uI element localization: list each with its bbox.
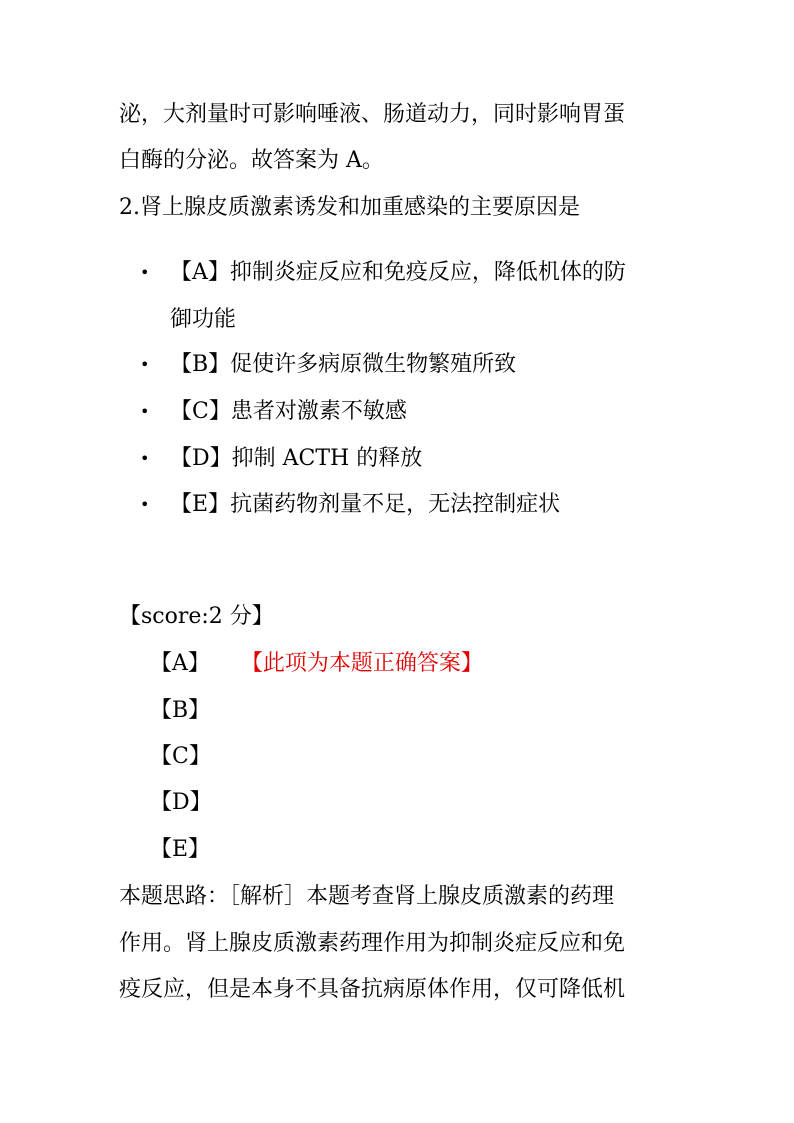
answer-e [150,836,210,864]
option-text: 抑制 ACTH 的释放 [231,446,423,471]
analysis-line-2: 作用。肾上腺皮质激素药理作用为抑制炎症反应和免 [119,931,626,956]
correct-answer-note: 【此项为本题正确答案】 [251,651,483,676]
bullet-icon: • [140,263,150,282]
option-label: 【A】 [170,260,230,285]
answer-label: 【C】 [150,744,211,769]
answer-a [150,650,483,678]
answer-label: 【E】 [150,837,211,862]
option-label: 【E】 [170,492,231,517]
option-e [140,491,560,519]
score-label: 【score:2 分】 [119,604,274,629]
analysis-line-1: 本题思路：［解析］本题考查肾上腺皮质激素的药理 [119,884,615,909]
bullet-icon: • [140,495,150,514]
answer-label: 【A】 [150,651,210,676]
option-label: 【C】 [170,399,231,424]
option-b [140,351,516,379]
option-text: 抗菌药物剂量不足，无法控制症状 [230,492,561,517]
option-text: 抑制炎症反应和免疫反应，降低机体的防 [229,260,626,285]
option-label: 【D】 [170,446,232,471]
intro-line-1: 泌，大剂量时可影响唾液、肠道动力，同时影响胃蛋 [119,102,626,127]
analysis-line-3: 疫反应，但是本身不具备抗病原体作用，仅可降低机 [119,977,626,1002]
option-d [140,445,422,473]
answer-d [150,789,212,817]
answer-b [150,697,210,725]
answer-label: 【B】 [150,698,211,723]
answer-c [150,743,211,771]
option-a [140,259,626,287]
intro-line-2: 白酶的分泌。故答案为 A。 [119,148,384,173]
bullet-icon: • [140,355,150,374]
answer-label: 【D】 [150,790,212,815]
option-c [140,398,407,426]
option-label: 【B】 [170,352,231,377]
bullet-icon: • [140,449,150,468]
question-text: 2.肾上腺皮质激素诱发和加重感染的主要原因是 [119,195,580,220]
option-text: 促使许多病原微生物繁殖所致 [230,352,517,377]
bullet-icon: • [140,402,150,421]
option-text: 患者对激素不敏感 [230,399,407,424]
option-a-continuation: 御功能 [170,307,237,332]
